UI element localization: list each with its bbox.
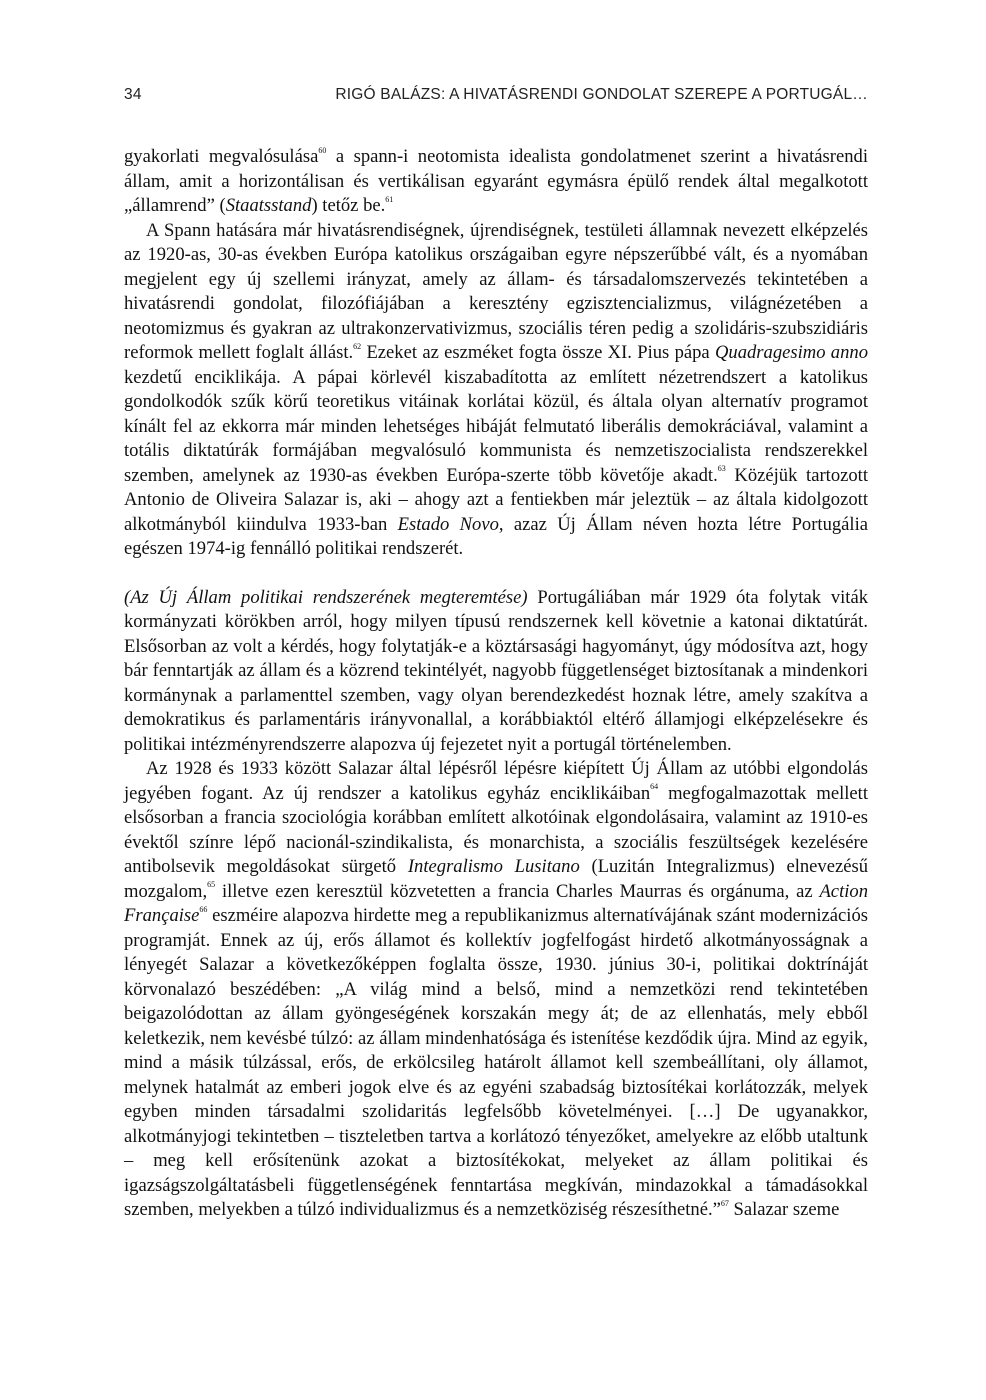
text-run: Az 1928 és 1933 között Salazar által lépésről lépésre kiépített Új Állam az utóbbi elgondolás jegyében fogant. Az új rendszer a katolikus egyház enciklikáiban	[124, 758, 868, 804]
italic-term: Quadragesimo anno	[714, 342, 868, 363]
text-run: megfogalmazottak mellett elsősorban a francia szociológia korábban említett alkotóinak elgondolásaira, valamint az 1910-es évektől színre lépő nacionál-szindikalista, és monarchista, a szociális feszültségek kezelésére antibolsevik megoldásokat sürgető	[124, 782, 869, 877]
footnote-ref-61: 61	[385, 194, 394, 204]
footnote-ref-66: 66	[199, 904, 208, 914]
text-run: Portugáliában már 1929 óta folytak viták kormányzati körökben arról, hogy milyen típusú rendszernek kell követnie a katonai diktatúrát. Elsősorban az volt a kérdés, hogy folytatják-e a köztársasági hagyományt, úgy módosítva azt, hogy bár fenntartják az állam és a közrend tekintélyét, nagyobb függetlenséget biztosítanak a mindenkori kormánynak a parlamenttel szemben, vagy olyan berendezkedést hoznak létre, amely szakítva a demokratikus és parlamentáris irányvonallal, a korábbiaktól eltérő államjogi elképzelésekre és politikai intézményrendszerre alapozva új fejezetet nyit a portugál történelemben.	[124, 586, 868, 755]
body-text	[124, 145, 868, 1223]
text-run: (Luzitán Integralizmus) elnevezésű mozgalom,	[124, 856, 868, 902]
text-run: kezdetű enciklikája. A pápai körlevél kiszabadította az említett nézetrendszert a katolikus gondolkodók szűk körű teoretikus vitáinak korlátai közül, és általa olyan alternatív programot kínált fel az ekkorra már minden lehetséges hibáját felmutató liberális demokráciával, valamint a totális diktatúrák formájában megvalósuló kommunista és nemzetiszocialista rendszerekkel szemben, amelynek az 1930-as években Európa-szerte több követője akadt.	[124, 366, 868, 486]
text-run: , azaz Új Állam néven hozta létre Portugália egészen 1974-ig fennálló politikai rendszerét.	[124, 513, 868, 559]
italic-term: Action Française	[124, 880, 868, 926]
footnote-ref-64: 64	[650, 782, 659, 792]
text-run: gyakorlati megvalósulása	[124, 146, 319, 167]
text-run: Ezeket az eszméket fogta össze XI. Pius pápa	[361, 342, 715, 363]
section-heading-inline: (Az Új Állam politikai rendszerének megteremtése)	[124, 586, 528, 608]
text-run: illetve ezen keresztül közvetetten a francia Charles Maurras és orgánuma, az	[215, 880, 820, 902]
italic-term: Estado Novo	[397, 513, 499, 535]
footnote-ref-67: 67	[720, 1198, 729, 1208]
footnote-ref-62: 62	[353, 341, 362, 351]
footnote-ref-60: 60	[318, 145, 327, 155]
italic-term: Integralismo Lusitano	[407, 856, 580, 877]
text-run: eszméire alapozva hirdette meg a republikanizmus alternatívájának szánt modernizációs programját. Ennek az új, erős államot és kollektív jogfelfogást hirdető alkotmányosságnak a lényegét Salazar a következőképpen foglalta össze, 1930. június 30-i, politikai doktrínáját körvonalazó beszédében: „A világ mind a belső, mind a nemzetközi rend tekintetében beigazolódottan az állam gyöngeségének korszakán megy át; de az ellenhatás, mely ebből keletkezik, nem kevésbé túlzó: az állam mindenhatósága és istenítése kezdődik újra. Mind az egyik, mind a másik túlzással, erős, de erkölcsileg határolt államot kell szembeállítani, oly államot, melynek hatalmát az emberi jogok elve és az egyéni szabadság biztosítékai korlátozzák, melyek egyben minden társadalmi szolidaritás legfelsőbb követelményei. […] De ugyanakkor, alkotmányjogi tekintetben – tiszteletben tartva a korlátozó tényezőket, amelyekre az előbb utaltunk – meg kell erősítenünk azokat a biztosítékokat, melyeket az állam politikai és igazságszolgáltatásbeli függetlenségének fenntartása megkíván, mindazokkal a támadásokkal szemben, melyekben a túlzó individualizmus és a nemzetköziség részesíthetné.”	[124, 905, 868, 1220]
text-run: Salazar szeme	[728, 1199, 840, 1220]
text-run: ) tetőz be.	[311, 195, 386, 216]
text-run: Közéjük tartozott Antonio de Oliveira Salazar is, aki – ahogy azt a fentiekben már jeleztük – az általa kidolgozott alkotmányból kiindulva 1933-ban	[124, 464, 868, 535]
paragraph-4	[124, 757, 868, 1223]
running-title: RIGÓ BALÁZS: A HIVATÁSRENDI GONDOLAT SZEREPE A PORTUGÁL…	[335, 86, 868, 103]
italic-term: Staatsstand	[225, 195, 312, 216]
paragraph-1	[124, 145, 868, 219]
footnote-ref-65: 65	[207, 880, 216, 890]
text-run: A Spann hatására már hivatásrendiségnek, újrendiségnek, testületi államnak nevezett elképzelés az 1920-as, 30-as években Európa katolikus országaiban egyre népszerűbbé vált, és a nyomában megjelent egy új szellemi irányzat, amely az állam- és társadalomszervezés tekintetében a hivatásrendi gondolat, filozófiájában a keresztény egzisztencializmus, világnézetében a neotomizmus és gyakran az ultrakonzervativizmus, szociális téren pedig a szolidáris-szubszidiáris reformok mellett foglalt állást.	[124, 219, 868, 363]
paragraph-2	[124, 219, 868, 562]
footnote-ref-63: 63	[717, 464, 726, 474]
text-run: a spann-i neotomista idealista gondolatmenet szerint a hivatásrendi állam, amit a horizontálisan és vertikálisan egyaránt egymásra épülő rendek által megalkotott „államrend” (	[124, 146, 868, 216]
page-number: 34	[124, 86, 142, 103]
paragraph-3	[124, 586, 868, 758]
